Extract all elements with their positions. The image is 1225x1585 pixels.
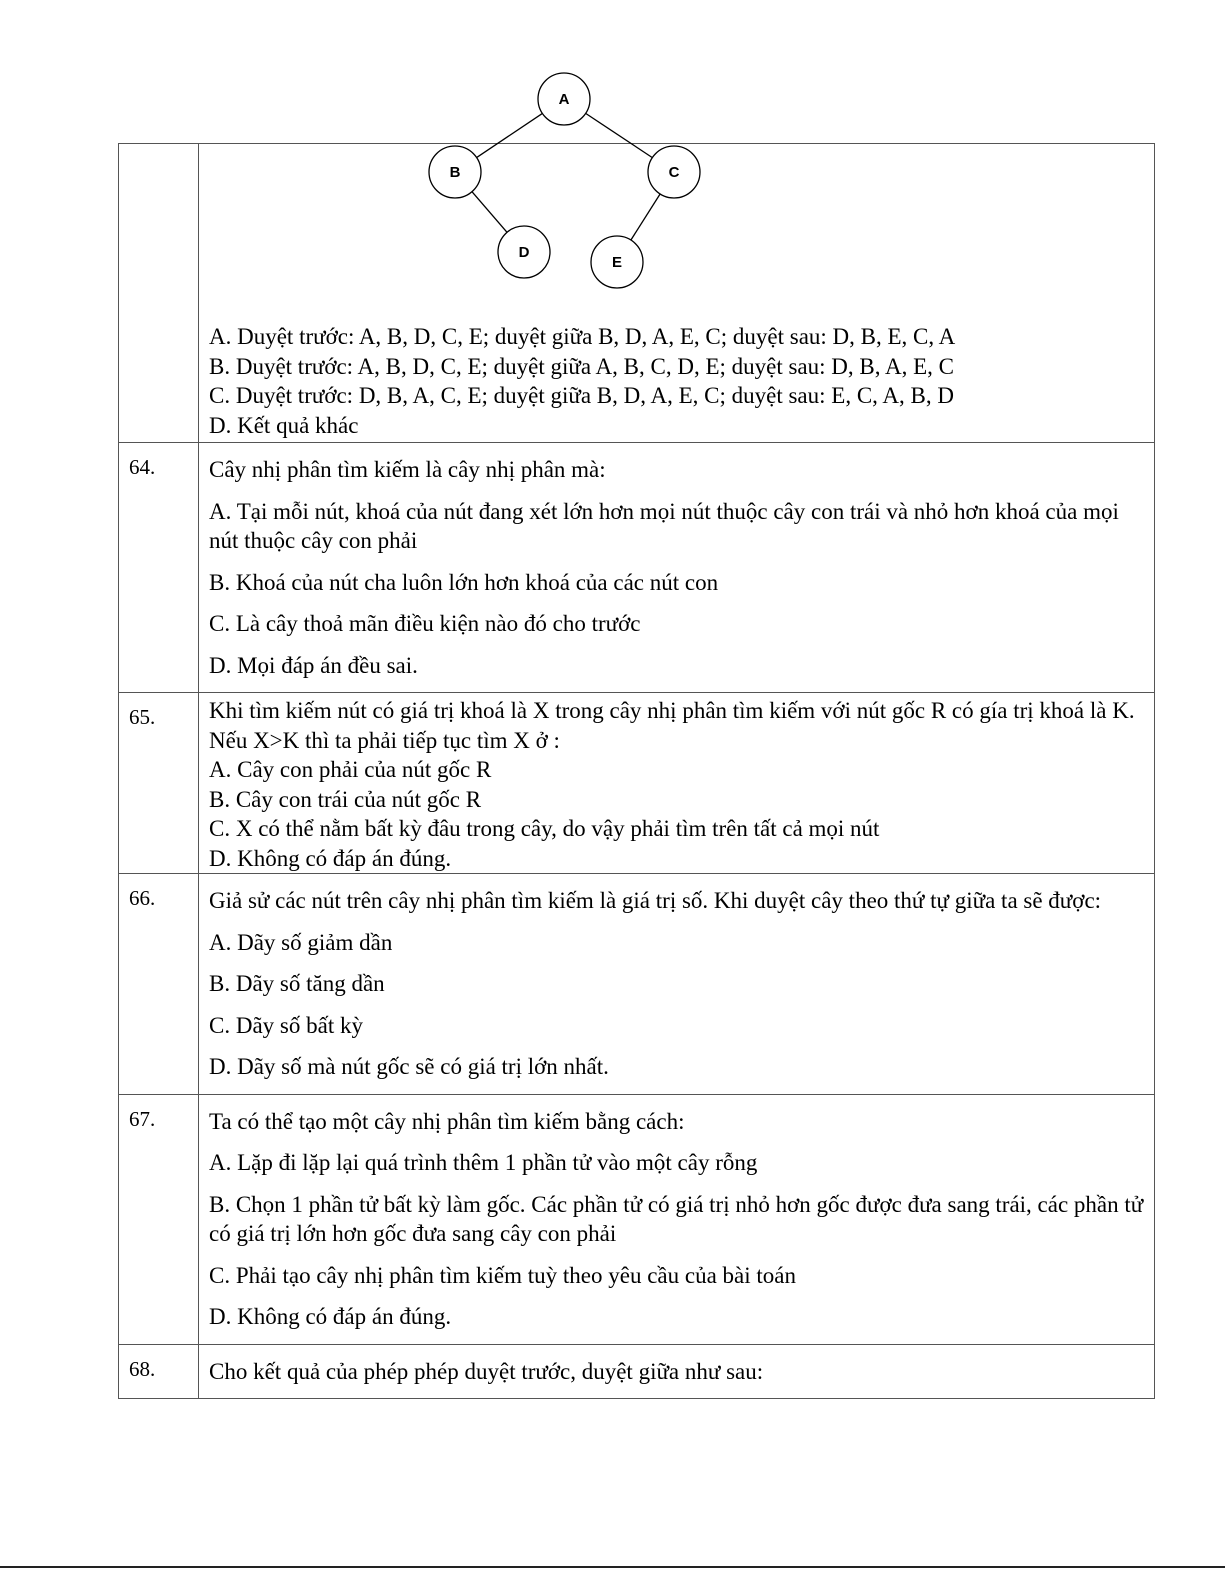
option-d: D. Mọi đáp án đều sai. [209, 652, 418, 678]
tree-node-A [538, 73, 590, 125]
tree-edge-B-D [472, 192, 507, 233]
option-b: B. Dãy số tăng dần [209, 971, 385, 996]
tree-node-B [429, 146, 481, 198]
option-a: A. Lặp đi lặp lại quá trình thêm 1 phần tử vào một cây rỗng [209, 1150, 758, 1175]
option-c: C. Duyệt trước: D, B, A, C, E; duyệt giữa B, D, A, E, C; duyệt sau: E, C, A, B, D [209, 383, 954, 408]
question-row-67 [119, 1094, 1155, 1344]
question-row-64 [119, 443, 1155, 693]
question-text: Cây nhị phân tìm kiếm là cây nhị phân mà: [209, 457, 606, 482]
question-content [199, 1094, 1155, 1344]
option-b: B. Khoá của nút cha luôn lớn hơn khoá của các nút con [209, 569, 719, 595]
question-text: Ta có thể tạo một cây nhị phân tìm kiếm bằng cách: [209, 1108, 685, 1134]
option-d: D. Dãy số mà nút gốc sẽ có giá trị lớn nhất. [209, 1054, 609, 1079]
tree-node-label: B [449, 164, 461, 181]
binary-tree-diagram [0, 0, 1225, 300]
question-text: Giả sử các nút trên cây nhị phân tìm kiếm là giá trị số. Khi duyệt cây theo thứ tự giữa ta sẽ được: [209, 888, 1102, 913]
question-number: 64. [119, 443, 199, 693]
question-row-66 [119, 874, 1155, 1095]
tree-node-C [648, 146, 700, 198]
option-c: C. Là cây thoả mãn điều kiện nào đó cho trước [209, 611, 641, 636]
option-d: D. Kết quả khác [209, 412, 359, 438]
tree-edge-A-B [477, 113, 543, 157]
option-d: D. Không có đáp án đúng. [209, 1304, 452, 1329]
option-c: C. Dãy số bất kỳ [209, 1012, 363, 1038]
question-content [199, 443, 1155, 693]
question-content [199, 1344, 1155, 1399]
tree-node-D [498, 226, 550, 278]
tree-node-label: E [611, 254, 623, 271]
tree-edge-C-E [631, 194, 660, 240]
question-text: Cho kết quả của phép phép duyệt trước, duyệt giữa như sau: [209, 1358, 764, 1384]
option-a: A. Dãy số giảm dần [209, 929, 393, 955]
question-content [199, 874, 1155, 1095]
option-c: C. X có thể nằm bất kỳ đâu trong cây, do vậy phải tìm trên tất cả mọi nút [209, 816, 880, 841]
tree-node-label: A [558, 91, 570, 108]
tree-edge-A-C [586, 113, 653, 157]
option-b: B. Chọn 1 phần tử bất kỳ làm gốc. Các phần tử có giá trị nhỏ hơn gốc được đưa sang trái, các phần tử có giá trị lớn hơn gốc đưa sang cây con phải [209, 1191, 1144, 1246]
question-text: Khi tìm kiếm nút có giá trị khoá là X trong cây nhị phân tìm kiếm với nút gốc R có gía trị khoá là K. Nếu X>K thì ta phải tiếp tục tìm X ở : [209, 698, 1135, 753]
option-a: A. Duyệt trước: A, B, D, C, E; duyệt giữa B, D, A, E, C; duyệt sau: D, B, E, C, A [209, 324, 956, 349]
question-content [199, 693, 1155, 874]
tree-node-E [591, 236, 643, 288]
tree-node-label: D [518, 244, 530, 261]
question-number: 65. [119, 693, 199, 874]
option-a: A. Tại mỗi nút, khoá của nút đang xét lớn hơn mọi nút thuộc cây con trái và nhỏ hơn khoá của mọi nút thuộc cây con phải [209, 498, 1119, 553]
option-d: D. Không có đáp án đúng. [209, 845, 452, 871]
tree-node-label: C [668, 164, 680, 181]
option-a: A. Cây con phải của nút gốc R [209, 757, 492, 782]
question-table [118, 143, 1155, 1399]
question-row-68 [119, 1344, 1155, 1399]
question-number: 66. [119, 874, 199, 1095]
option-b: B. Cây con trái của nút gốc R [209, 786, 482, 812]
option-c: C. Phải tạo cây nhị phân tìm kiếm tuỳ theo yêu cầu của bài toán [209, 1262, 796, 1288]
page-bottom-rule [0, 1566, 1225, 1568]
question-number: 68. [119, 1344, 199, 1399]
question-number: 67. [119, 1094, 199, 1344]
option-b: B. Duyệt trước: A, B, D, C, E; duyệt giữa A, B, C, D, E; duyệt sau: D, B, A, E, C [209, 353, 954, 379]
question-row-65 [119, 693, 1155, 874]
